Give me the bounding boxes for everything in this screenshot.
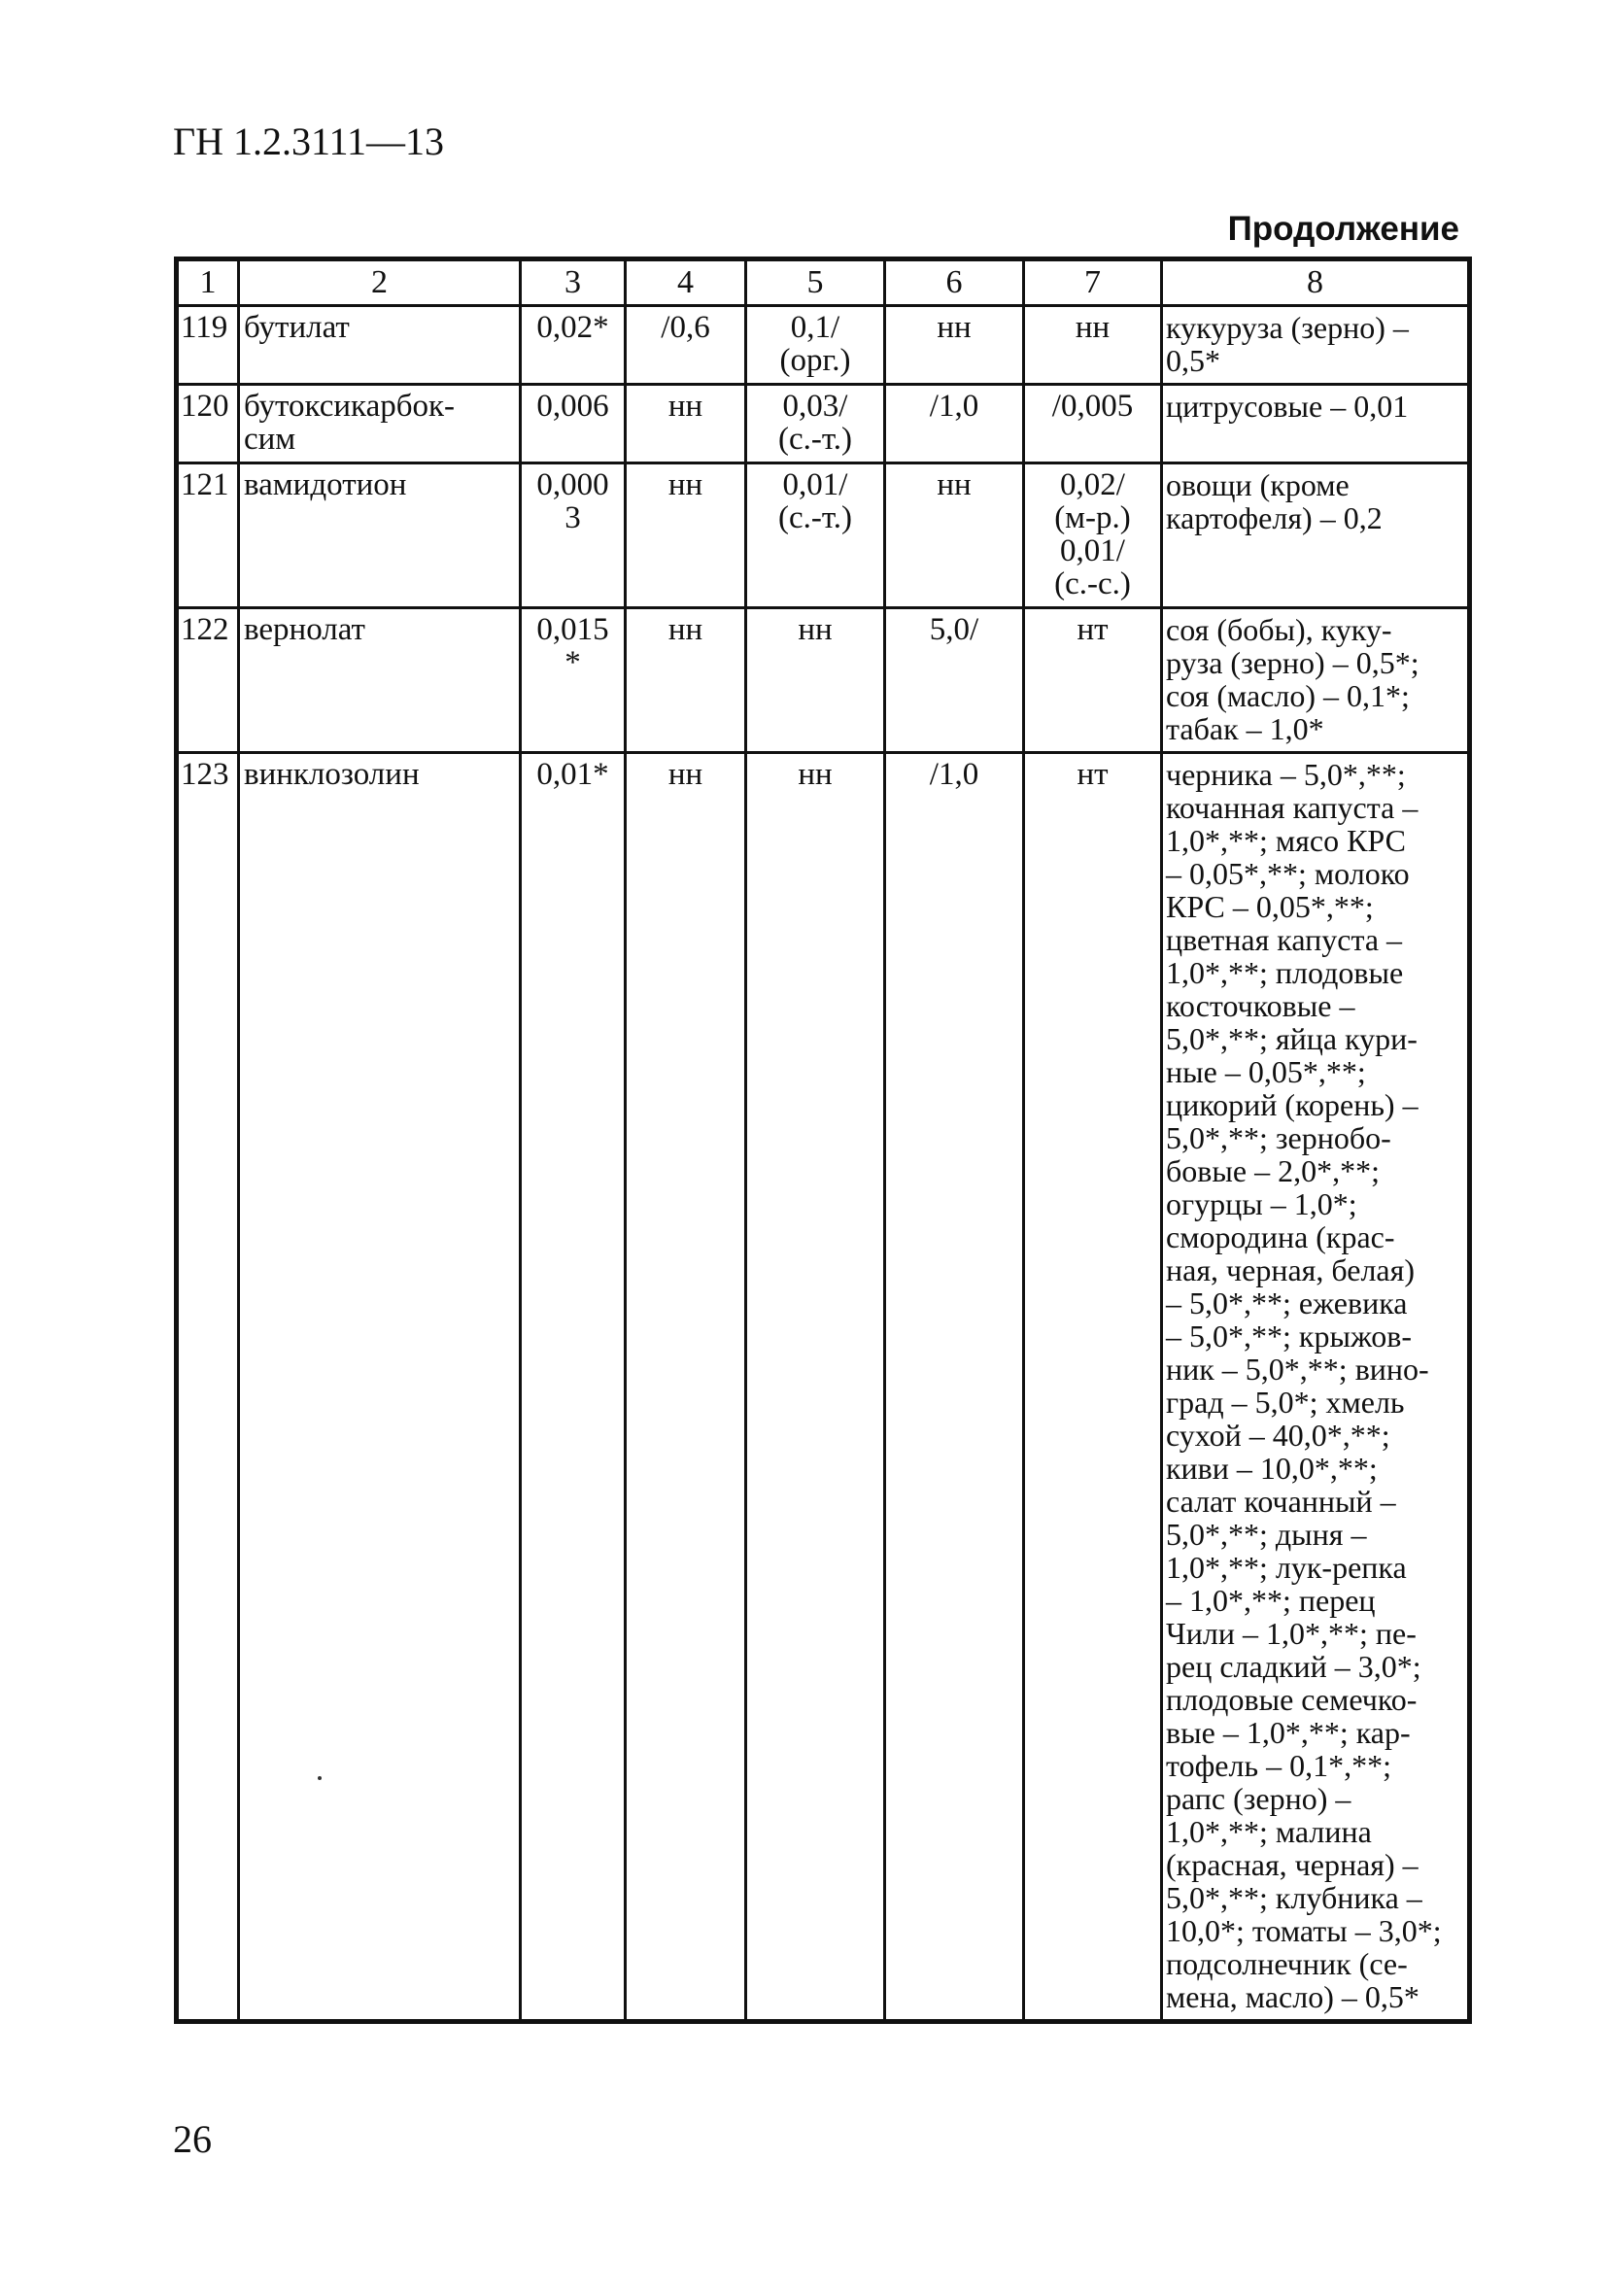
scan-speck <box>318 1776 322 1780</box>
header-col-1: 1 <box>177 259 239 306</box>
cell-number: 121 <box>177 463 239 608</box>
cell-col-6: /1,0 <box>885 385 1024 463</box>
cell-col-8: кукуруза (зерно) – 0,5* <box>1162 306 1470 385</box>
norms-table-container <box>174 257 1467 2024</box>
table-row <box>177 385 1470 463</box>
cell-col-8: соя (бобы), куку- руза (зерно) – 0,5*; соя (масло) – 0,1*; табак – 1,0* <box>1162 608 1470 753</box>
header-row <box>177 259 1470 306</box>
cell-col-8: черника – 5,0*,**; кочанная капуста – 1,0*,**; мясо КРС – 0,05*,**; молоко КРС – 0,05*,**; цветная капуста – 1,0*,**; плодовые косточковые – 5,0*,**; яйца кури- ные – 0,05*,**; цикорий (корень) – 5,0*,**; зернобо- бовые – 2,0*,**; огурцы – 1,0*; смородина (крас- ная, черная, белая) – 5,0*,**; ежевика – 5,0*,**; крыжов- ник – 5,0*,**; вино- град – 5,0*; хмель сухой – 40,0*,**; киви – 10,0*,**; салат кочанный – 5,0*,**; дыня – 1,0*,**; лук-репка – 1,0*,**; перец Чили – 1,0*,**; пе- рец сладкий – 3,0*; плодовые семечко- вые – 1,0*,**; кар- тофель – 0,1*,**; рапс (зерно) – 1,0*,**; малина (красная, черная) – 5,0*,**; клубника – 10,0*; томаты – 3,0*; подсолнечник (се- мена, масло) – 0,5* <box>1162 753 1470 2022</box>
cell-col-7: нт <box>1024 608 1162 753</box>
cell-col-4: /0,6 <box>626 306 746 385</box>
cell-substance-name: бутилат <box>239 306 521 385</box>
table-row <box>177 608 1470 753</box>
cell-col-5: 0,01/ (с.-т.) <box>746 463 885 608</box>
cell-number: 123 <box>177 753 239 2022</box>
cell-col-7: /0,005 <box>1024 385 1162 463</box>
cell-substance-name: вамидотион <box>239 463 521 608</box>
cell-col-6: нн <box>885 306 1024 385</box>
cell-col-8: овощи (кроме картофеля) – 0,2 <box>1162 463 1470 608</box>
cell-col-6: /1,0 <box>885 753 1024 2022</box>
cell-col-4: нн <box>626 608 746 753</box>
header-col-3: 3 <box>521 259 626 306</box>
cell-col-7: 0,02/ (м-р.) 0,01/ (с.-с.) <box>1024 463 1162 608</box>
header-col-5: 5 <box>746 259 885 306</box>
cell-col-5: нн <box>746 753 885 2022</box>
table-body <box>177 306 1470 2022</box>
page-number: 26 <box>173 2117 212 2161</box>
cell-col-3: 0,015 * <box>521 608 626 753</box>
table-row <box>177 463 1470 608</box>
header-col-7: 7 <box>1024 259 1162 306</box>
cell-col-3: 0,000 3 <box>521 463 626 608</box>
cell-substance-name: винклозолин <box>239 753 521 2022</box>
cell-col-6: 5,0/ <box>885 608 1024 753</box>
table-row <box>177 306 1470 385</box>
cell-col-7: нн <box>1024 306 1162 385</box>
cell-substance-name: бутоксикарбок- сим <box>239 385 521 463</box>
header-col-8: 8 <box>1162 259 1470 306</box>
cell-col-5: 0,1/ (орг.) <box>746 306 885 385</box>
cell-col-8: цитрусовые – 0,01 <box>1162 385 1470 463</box>
cell-number: 120 <box>177 385 239 463</box>
cell-col-7: нт <box>1024 753 1162 2022</box>
header-col-4: 4 <box>626 259 746 306</box>
cell-substance-name: вернолат <box>239 608 521 753</box>
table-row <box>177 753 1470 2022</box>
cell-col-5: нн <box>746 608 885 753</box>
cell-col-4: нн <box>626 753 746 2022</box>
cell-number: 122 <box>177 608 239 753</box>
cell-col-3: 0,02* <box>521 306 626 385</box>
norms-table <box>174 257 1472 2024</box>
cell-col-4: нн <box>626 463 746 608</box>
cell-col-3: 0,01* <box>521 753 626 2022</box>
header-col-2: 2 <box>239 259 521 306</box>
cell-col-5: 0,03/ (с.-т.) <box>746 385 885 463</box>
document-code: ГН 1.2.3111—13 <box>173 120 445 163</box>
cell-col-6: нн <box>885 463 1024 608</box>
cell-number: 119 <box>177 306 239 385</box>
continuation-label: Продолжение <box>1227 210 1459 248</box>
cell-col-3: 0,006 <box>521 385 626 463</box>
header-col-6: 6 <box>885 259 1024 306</box>
cell-col-4: нн <box>626 385 746 463</box>
